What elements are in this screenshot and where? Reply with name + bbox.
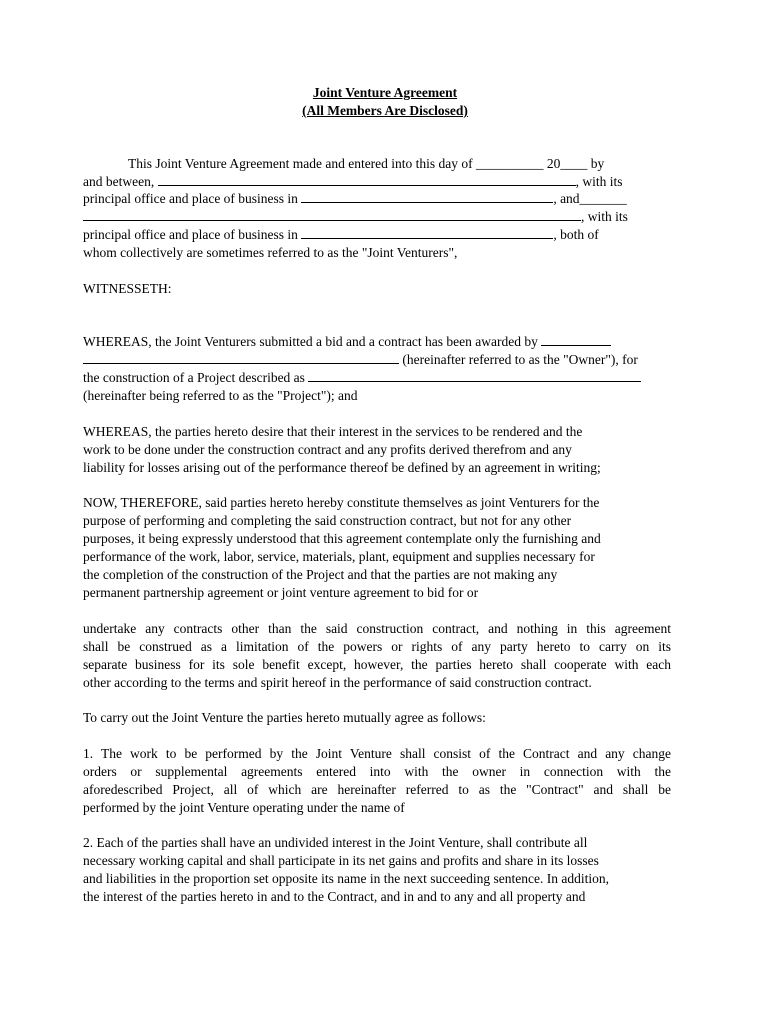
whereas1-line-1-text: WHEREAS, the Joint Venturers submitted a bid and a contract has been awarded by [83, 334, 538, 349]
document-title: Joint Venture Agreement [312, 85, 458, 100]
undertake-line: other according to the terms and spirit hereof in the performance of said construction contract. [83, 675, 592, 690]
intro-line-2-end: , with its [575, 174, 623, 189]
intro-line-1: This Joint Venture Agreement made and entered into this day of __________ 20____ by [128, 156, 605, 171]
awarding-party-blank[interactable] [541, 333, 611, 346]
whereas1-line-2-text: (hereinafter referred to as the "Owner"), for [402, 352, 638, 367]
clause1-line: performed by the joint Venture operating under the name of [83, 800, 405, 815]
whereas1-line-4: (hereinafter being referred to as the "Project"); and [83, 388, 358, 403]
intro-line-5 [83, 226, 599, 244]
intro-line-3-text: principal office and place of business in [83, 191, 298, 206]
now-therefore-line: performance of the work, labor, service, materials, plant, equipment and supplies necessary for [83, 549, 595, 564]
now-therefore-line: purpose of performing and completing the said construction contract, but not for any other [83, 513, 572, 528]
now-therefore-line: permanent partnership agreement or joint venture agreement to bid for or [83, 585, 479, 600]
clause2-line: necessary working capital and shall participate in its net gains and profits and share in its losses [83, 853, 599, 868]
whereas1-line-3-text: the construction of a Project described as [83, 370, 305, 385]
undertake-line: undertake any contracts other than the said construction contract, and nothing in this agreement [83, 621, 671, 636]
party-two-place-blank[interactable] [301, 226, 553, 239]
party-one-place-blank[interactable] [301, 190, 553, 203]
clause1-line: orders or supplemental agreements entered into with the owner in connection with the [83, 764, 671, 779]
intro-line-4 [83, 208, 628, 226]
to-carry-out-line: To carry out the Joint Venture the parties hereto mutually agree as follows: [83, 710, 486, 725]
intro-line-6: whom collectively are sometimes referred to as the "Joint Venturers", [83, 245, 458, 260]
now-therefore-line: the completion of the construction of the Project and that the parties are not making any [83, 567, 558, 582]
whereas1-line-2 [83, 351, 638, 369]
whereas2-line: liability for losses arising out of the performance thereof be defined by an agreement in writing; [83, 460, 601, 475]
witnesseth-heading: WITNESSETH: [83, 281, 172, 296]
document-title-block [0, 84, 770, 120]
now-therefore-line: purposes, it being expressly understood that this agreement contemplate only the furnishing and [83, 531, 601, 546]
project-description-blank[interactable] [308, 369, 641, 382]
document-subtitle: (All Members Are Disclosed) [302, 103, 468, 118]
intro-line-5-text: principal office and place of business in [83, 227, 298, 242]
whereas2-line: work to be done under the construction contract and any profits derived therefrom and any [83, 442, 572, 457]
clause1-line: aforedescribed Project, all of which are hereinafter referred to as the "Contract" and shall be [83, 782, 671, 797]
undertake-line: separate business for its sole benefit except, however, the parties hereto shall cooperate with each [83, 657, 671, 672]
whereas2-line: WHEREAS, the parties hereto desire that their interest in the services to be rendered and the [83, 424, 583, 439]
intro-line-5-end: , both of [553, 227, 599, 242]
now-therefore-line: NOW, THEREFORE, said parties hereto hereby constitute themselves as joint Venturers for the [83, 495, 600, 510]
clause1-line: 1. The work to be performed by the Joint Venture shall consist of the Contract and any change [83, 746, 671, 761]
whereas1-line-3 [83, 369, 641, 387]
whereas1-line-1 [83, 333, 611, 351]
clause2-line: and liabilities in the proportion set opposite its name in the next succeeding sentence. In addition, [83, 871, 609, 886]
intro-line-3 [83, 190, 627, 208]
intro-line-4-end: , with its [581, 209, 628, 224]
undertake-line: shall be construed as a limitation of the powers or rights of any party hereto to carry on its [83, 639, 671, 654]
intro-line-2 [83, 173, 622, 191]
clause2-line: the interest of the parties hereto in and to the Contract, and in and to any and all property and [83, 889, 586, 904]
intro-line-3-end: , and_______ [553, 191, 627, 206]
owner-name-blank[interactable] [83, 351, 399, 364]
clause2-line: 2. Each of the parties shall have an undivided interest in the Joint Venture, shall contribute all [83, 835, 588, 850]
intro-line-2-text: and between, [83, 174, 155, 189]
party-one-name-blank[interactable] [158, 173, 576, 186]
party-two-name-blank[interactable] [83, 208, 581, 221]
